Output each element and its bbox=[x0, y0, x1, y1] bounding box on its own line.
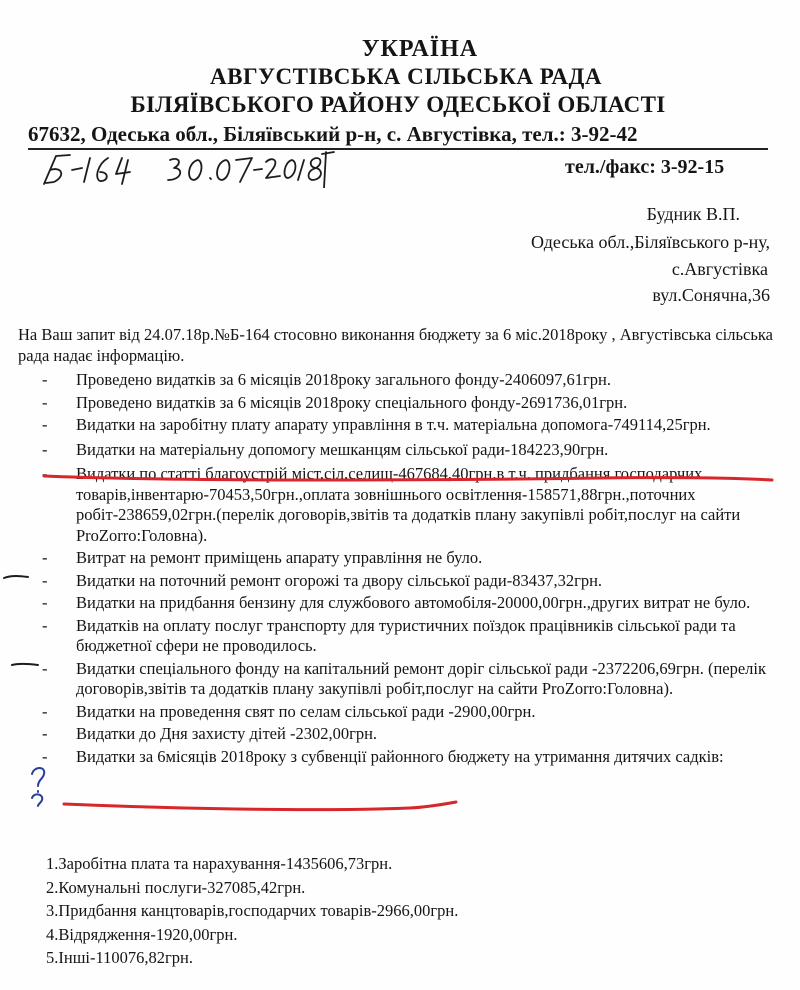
subitem: 4.Відрядження-1920,00грн. bbox=[46, 924, 238, 944]
margin-dash-mark bbox=[2, 572, 30, 582]
list-item: - Видатки по статті благоустрій міст,сіл,селищ-467684,40грн.в т.ч. придбання господарчих товарів,інвентарю-70453,50грн.,оплата зовнішнього освітлення-158571,88грн.,поточних робіт-238659,02грн.(перелік договорів,звітів та додатків плану закупівлі робіт,послуг на сайти ProZorro:Головна). bbox=[42, 464, 741, 545]
recipient-street: вул.Сонячна,36 bbox=[652, 285, 770, 305]
intro-paragraph: На Ваш запит від 24.07.18р.№Б-164 стосовно виконання бюджету за 6 міс.2018року , Августівська сільська рада надає інформацію. bbox=[18, 325, 773, 365]
red-underline-childrens-day bbox=[60, 796, 460, 820]
list-item: - Видатки на поточний ремонт огорожі та двору сільської ради-83437,32грн. bbox=[42, 570, 603, 590]
header-phone-fax: тел./факс: 3-92-15 bbox=[565, 156, 725, 178]
list-item: - Проведено видатків за 6 місяців 2018року спеціального фонду-2691736,01грн. bbox=[42, 392, 628, 412]
recipient-name: Будник В.П. bbox=[646, 204, 740, 224]
recipient-village: с.Августівка bbox=[671, 259, 768, 279]
subitem: 1.Заробітна плата та нарахування-1435606,73грн. bbox=[46, 854, 393, 873]
subitem: 2.Комунальні послуги-327085,42грн. bbox=[46, 877, 306, 897]
list-item: - Видатки на проведення свят по селам сільської ради -2900,00грн. bbox=[42, 701, 536, 721]
header-district: БІЛЯЇВСЬКОГО РАЙОНУ ОДЕСЬКОЇ ОБЛАСТІ bbox=[130, 92, 666, 117]
subitem: 5.Інші-110076,82грн. bbox=[46, 948, 193, 967]
header-council: АВГУСТІВСЬКА СІЛЬСЬКА РАДА bbox=[210, 64, 602, 89]
list-item: - Видатки на придбання бензину для службового автомобіля-20000,00грн.,других витрат не було. bbox=[42, 593, 751, 612]
list-item: - Видатки за 6місяців 2018року з субвенції районного бюджету на утримання дитячих садків: bbox=[42, 746, 724, 766]
handwritten-registration-stamp bbox=[40, 148, 340, 188]
margin-question-mark bbox=[26, 764, 54, 808]
subitem: 3.Придбання канцтоварів,господарчих товарів-2966,00грн. bbox=[46, 901, 459, 920]
kindergarten-subitems bbox=[46, 852, 646, 970]
expenditure-list bbox=[36, 370, 786, 769]
header-address: 67632, Одеська обл., Біляївський р-н, с. Августівка, тел.: 3-92-42 bbox=[28, 122, 638, 146]
list-item: - Витрат на ремонт приміщень апарату управління не було. bbox=[42, 548, 483, 567]
list-item: - Видатки до Дня захисту дітей -2302,00грн. bbox=[42, 724, 378, 743]
list-item: - Проведено видатків за 6 місяців 2018року загального фонду-2406097,61грн. bbox=[42, 370, 611, 389]
header-country: УКРАЇНА bbox=[361, 36, 479, 62]
list-item: - Видатки спеціального фонду на капітальний ремонт доріг сільської ради -2372206,69грн. (перелік договорів,звітів та додатків плану закупівлі робіт,послуг на сайти ProZorro:Головна). bbox=[42, 658, 767, 698]
list-item: - Видатки на заробітну плату апарату управління в т.ч. матеріальна допомога-749114,25грн. bbox=[42, 415, 711, 434]
recipient-region: Одеська обл.,Біляївського р-ну, bbox=[531, 232, 770, 252]
list-item: - Видатки на матеріальну допомогу мешканцям сільської ради-184223,90грн. bbox=[42, 439, 609, 459]
list-item: - Видатків на оплату послуг транспорту для туристичних поїздок працівників сільської ради та бюджетної сфери не проводилось. bbox=[42, 615, 736, 655]
